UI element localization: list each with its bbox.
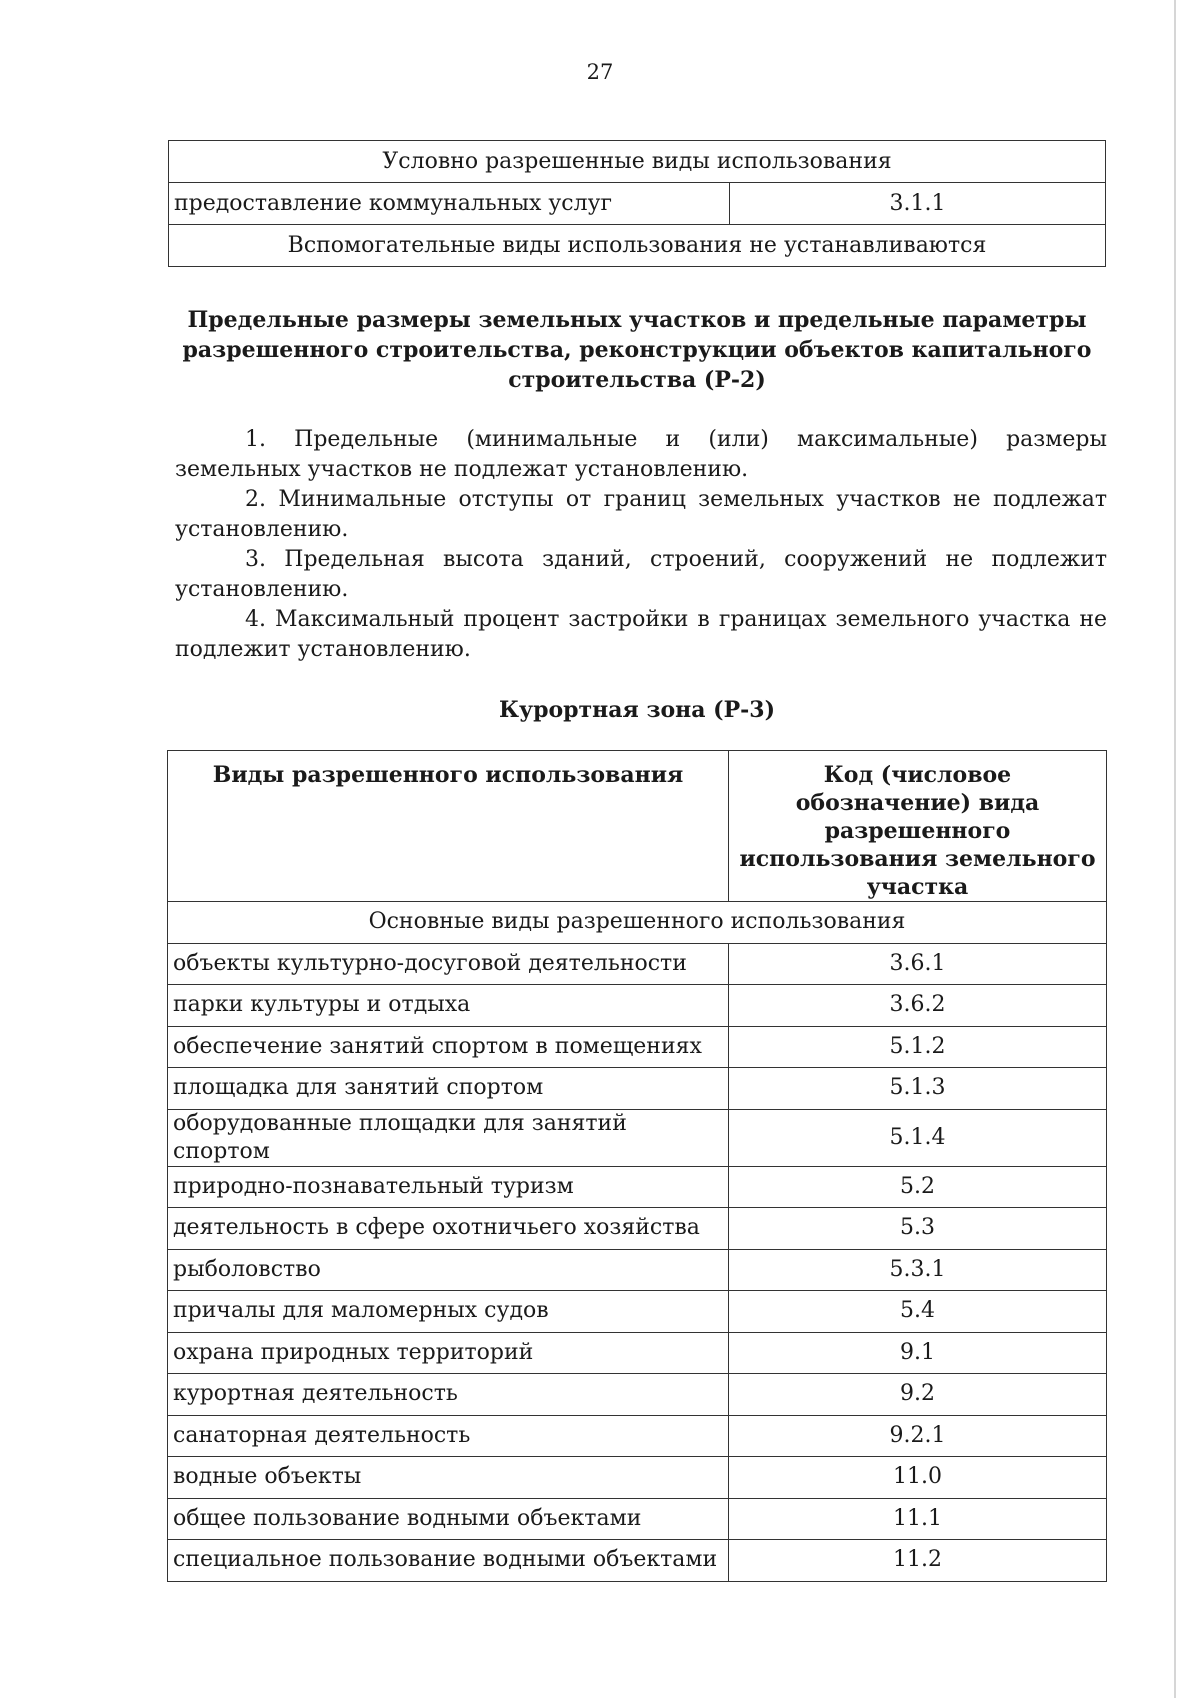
- use-code-cell: 11.1: [729, 1498, 1107, 1540]
- use-name-cell: рыболовство: [168, 1249, 729, 1291]
- conditional-uses-header: Условно разрешенные виды использования: [169, 141, 1106, 183]
- use-name-cell: оборудованные площадки для занятий спортом: [168, 1109, 729, 1166]
- table-row: [168, 1249, 1107, 1291]
- use-code-cell: 3.1.1: [730, 183, 1106, 225]
- conditional-uses-table: [168, 140, 1106, 267]
- page-edge-line: [1174, 0, 1176, 1698]
- use-name-cell: общее пользование водными объектами: [168, 1498, 729, 1540]
- resort-zone-table: [167, 750, 1107, 1582]
- use-name-cell: санаторная деятельность: [168, 1415, 729, 1457]
- table-row: [168, 1208, 1107, 1250]
- use-code-cell: 11.0: [729, 1457, 1107, 1499]
- p2-item-1: 1. Предельные (минимальные и (или) максимальные) размеры земельных участков не подлежат установлению.: [175, 427, 1107, 482]
- use-code-cell: 3.6.1: [729, 943, 1107, 985]
- use-code-cell: 9.1: [729, 1332, 1107, 1374]
- table-row: [168, 902, 1107, 944]
- table-row: [168, 1457, 1107, 1499]
- use-code-cell: 5.3.1: [729, 1249, 1107, 1291]
- use-name-cell: объекты культурно-досуговой деятельности: [168, 943, 729, 985]
- use-code-cell: 5.2: [729, 1166, 1107, 1208]
- p2-parameters-list: [175, 425, 1107, 665]
- table-row: [168, 943, 1107, 985]
- col-header-code: Код (числовое обозначение) вида разрешенного использования земельного участка: [729, 751, 1107, 902]
- table-row: [168, 1026, 1107, 1068]
- use-name-cell: водные объекты: [168, 1457, 729, 1499]
- use-code-cell: 5.1.3: [729, 1068, 1107, 1110]
- col-header-uses: Виды разрешенного использования: [168, 751, 729, 902]
- use-code-cell: 9.2.1: [729, 1415, 1107, 1457]
- use-name-cell: природно-познавательный туризм: [168, 1166, 729, 1208]
- p2-item-3: 3. Предельная высота зданий, строений, сооружений не подлежит установлению.: [175, 547, 1107, 602]
- use-name-cell: парки культуры и отдыха: [168, 985, 729, 1027]
- table-row: [168, 1068, 1107, 1110]
- p2-item-4: 4. Максимальный процент застройки в границах земельного участка не подлежит установлению.: [175, 607, 1107, 662]
- table-row: [168, 1415, 1107, 1457]
- use-name-cell: обеспечение занятий спортом в помещениях: [168, 1026, 729, 1068]
- p2-item-2: 2. Минимальные отступы от границ земельных участков не подлежат установлению.: [175, 487, 1107, 542]
- use-code-cell: 3.6.2: [729, 985, 1107, 1027]
- section-heading-p2: Предельные размеры земельных участков и предельные параметры разрешенного строительства, реконструкции объектов капитального строительства (Р-2): [182, 307, 1092, 393]
- use-name-cell: охрана природных территорий: [168, 1332, 729, 1374]
- table-row: [168, 1498, 1107, 1540]
- section-heading-p3: Курортная зона (Р-3): [499, 697, 775, 723]
- use-code-cell: 11.2: [729, 1540, 1107, 1582]
- use-code-cell: 5.3: [729, 1208, 1107, 1250]
- table-row: [169, 141, 1106, 183]
- use-code-cell: 5.4: [729, 1291, 1107, 1333]
- table-row: [168, 1109, 1107, 1166]
- use-name-cell: деятельность в сфере охотничьего хозяйства: [168, 1208, 729, 1250]
- table-header-row: [168, 751, 1107, 902]
- use-name-cell: предоставление коммунальных услуг: [169, 183, 730, 225]
- table-row: [168, 1540, 1107, 1582]
- use-code-cell: 5.1.2: [729, 1026, 1107, 1068]
- main-uses-header: Основные виды разрешенного использования: [168, 902, 1107, 944]
- table-row: [169, 225, 1106, 267]
- page-number: 27: [586, 60, 614, 84]
- table-row: [168, 1374, 1107, 1416]
- table-row: [168, 1166, 1107, 1208]
- table-row: [168, 1332, 1107, 1374]
- use-name-cell: причалы для маломерных судов: [168, 1291, 729, 1333]
- use-name-cell: специальное пользование водными объектами: [168, 1540, 729, 1582]
- table-row: [168, 985, 1107, 1027]
- use-code-cell: 9.2: [729, 1374, 1107, 1416]
- use-name-cell: курортная деятельность: [168, 1374, 729, 1416]
- table-row: [169, 183, 1106, 225]
- auxiliary-uses-note: Вспомогательные виды использования не устанавливаются: [169, 225, 1106, 267]
- table-row: [168, 1291, 1107, 1333]
- use-name-cell: площадка для занятий спортом: [168, 1068, 729, 1110]
- use-code-cell: 5.1.4: [729, 1109, 1107, 1166]
